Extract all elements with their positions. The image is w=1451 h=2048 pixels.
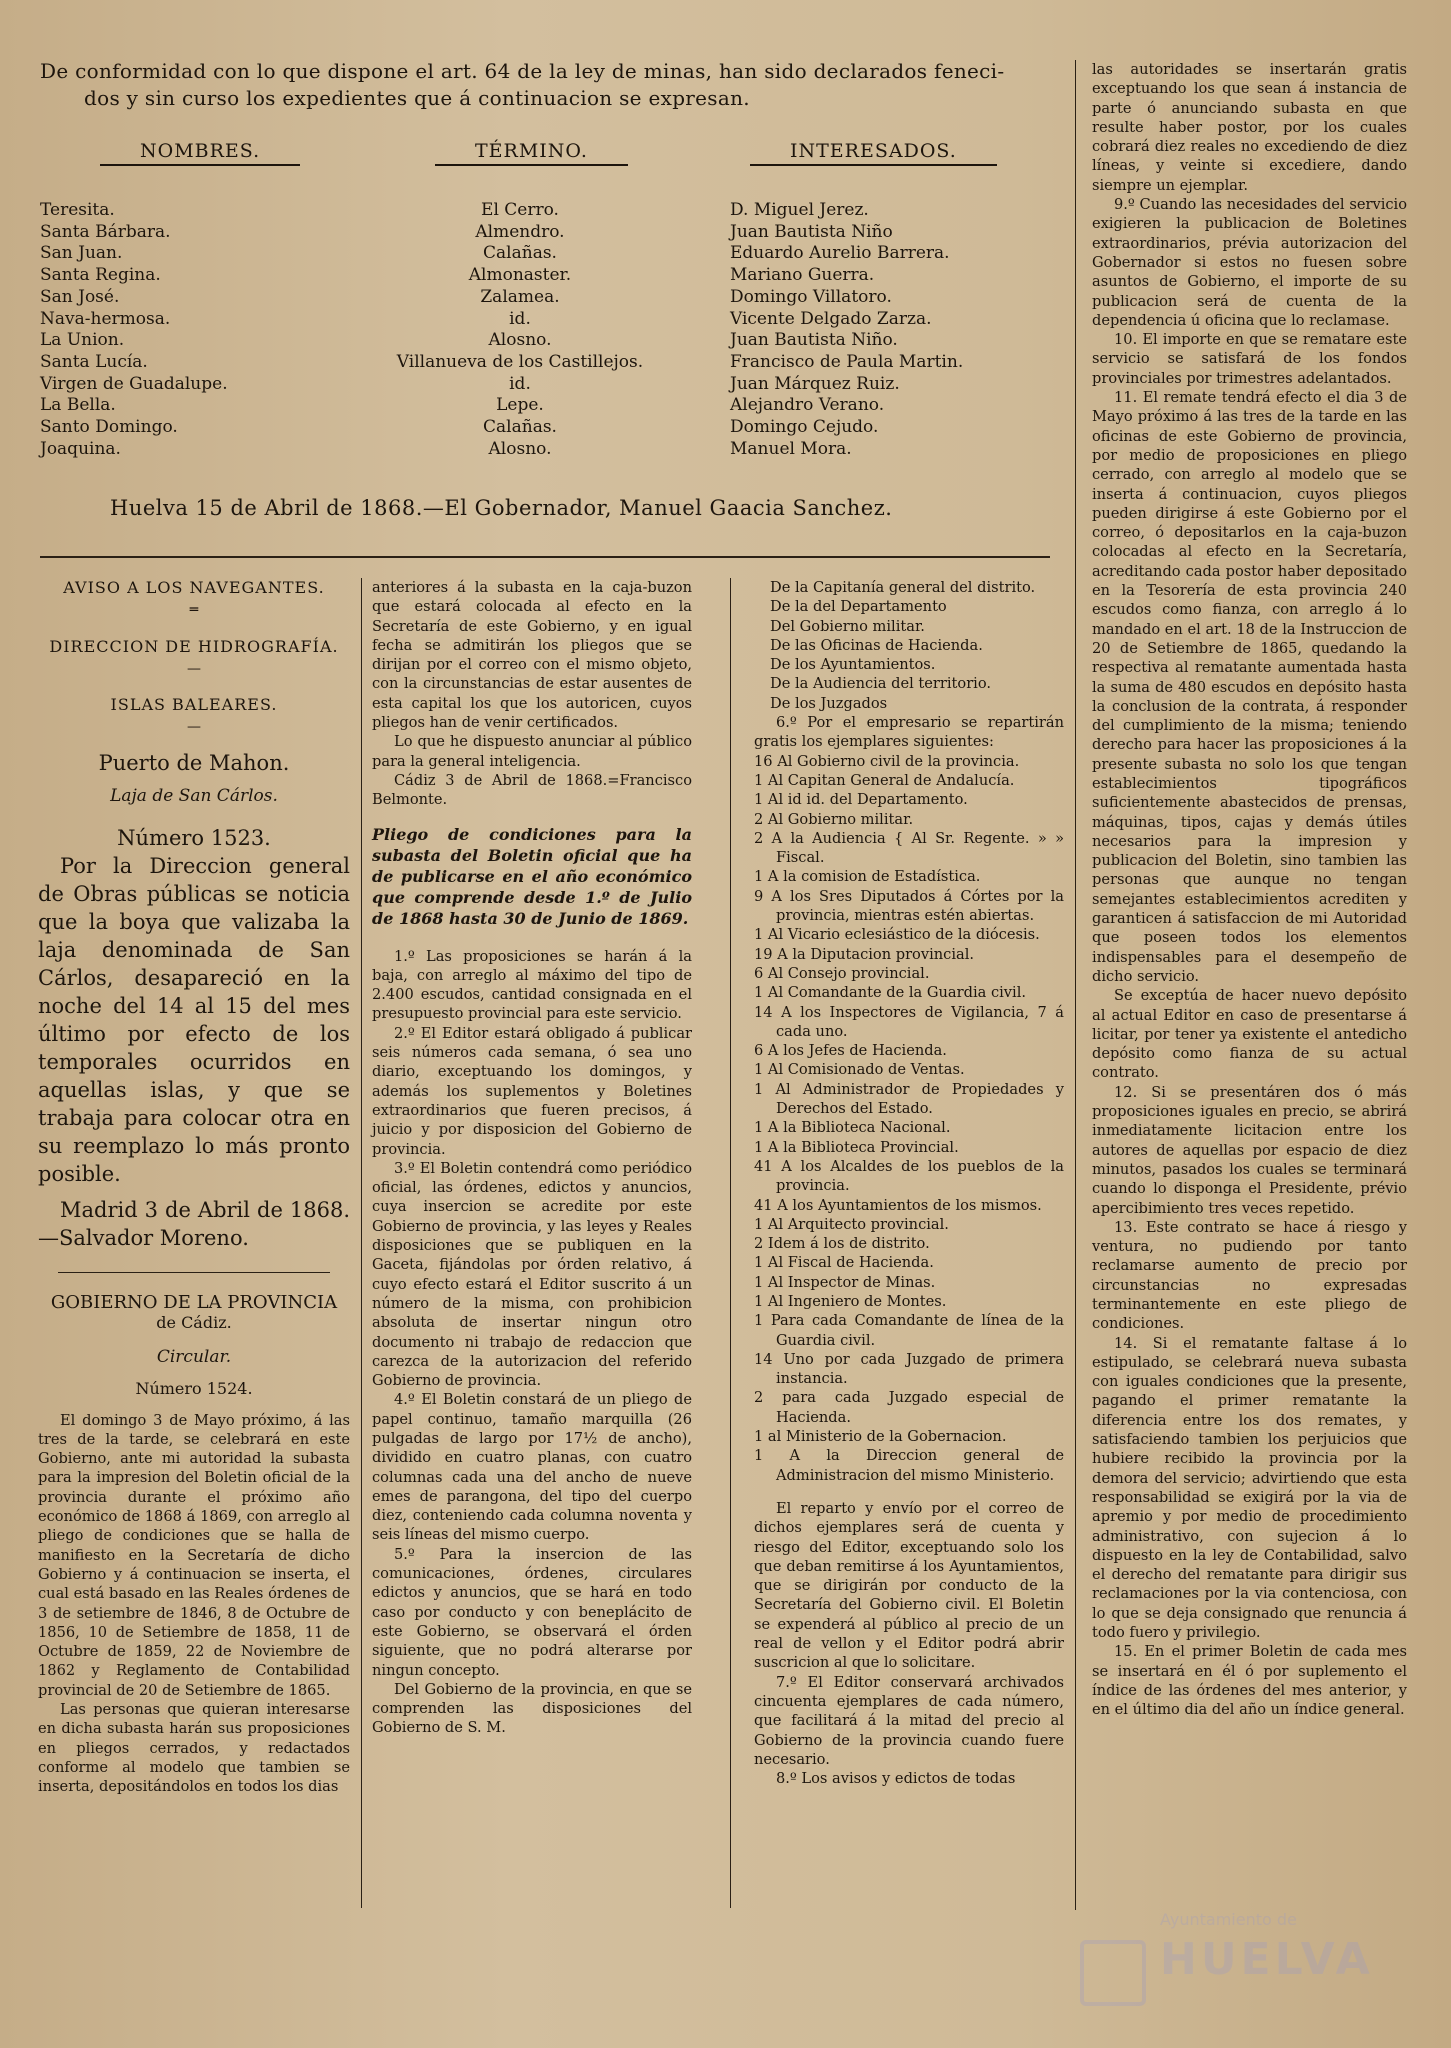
distribution-item: 1 A la comision de Estadística. [754, 868, 981, 886]
table-cell-interested: Domingo Cejudo. [730, 417, 879, 438]
distribution-item: 1 Al id id. del Departamento. [754, 791, 968, 809]
condition-11: 11. El remate tendrá efecto el dia 3 de Mayo próximo á las tres de la tarde en las oficinas de este Gobierno de provincia, por medio de proposiciones en pliego cerrado, con arreglo al modelo que se inserta á continuacion, cuyos pliegos pueden dirigirse á este Gobierno por el correo, ó depositarlos en la caja-buzon colocadas al efecto en la Secretaría, acreditando cada postor haber depositado en la Tesorería de esta provincia 240 escudos como fianza, con arreglo á lo mandado en el art. 18 de la Instruccion de 20 de Setiembre de 1865, quedando la respectiva al rematante aumentada hasta la suma de 480 escudos en depósito hasta la conclusion de la contrata, á responder del cumplimiento de la misma; teniendo derecho para hacer las proposiciones á la presente subasta no solo los que tengan establecimientos tipográficos suficientemente abastecidos de prensas, máquinas, tipos, cajas y demás útiles necesarios para la impresion y publicacion del Boletin, sino tambien las personas que aunque no tengan semejantes establecimientos acrediten y garanticen á satisfaccion de mi Autoridad que poseen todos los elementos indispensables para el desempeño de dicho servicio. [1092, 389, 1407, 985]
terms-column [340, 200, 700, 460]
table-cell-term: id. [509, 373, 531, 394]
order-item: Del Gobierno militar. [770, 617, 925, 635]
divider-dash: — [187, 660, 201, 677]
notice-1523 [38, 824, 350, 1252]
table-cell-name: Santa Lucía. [40, 351, 148, 372]
table-cell-name: La Union. [40, 330, 125, 351]
distribution-item: 1 Para cada Comandante de línea de la Guardia civil. [754, 1312, 1064, 1349]
condition-14: 14. Si el rematante faltase á lo estipulado, se celebrará nueva subasta con iguales condiciones que la presente, pagando el primer rematante la diferencia entre los dos remates, y satisfaciendo tambien los perjuicios que hubiere recibido la provincia por la demora del servicio; advirtiendo que esta responsabilidad se exigirá por la via de apremio y por medio de procedimiento administrativo, con sujecion á lo dispuesto en la ley de Contabilidad, salvo el derecho del rematante para dirigir sus reclamaciones por la via contenciosa, con lo que se deja consignado que renuncia á todo fuero y privilegio. [1092, 1334, 1407, 1642]
condition-5: 5.º Para la insercion de las comunicaciones, órdenes, circulares edictos y anuncios, que se hará en todo caso por conducto y con beneplácito de este Gobierno, se observará el órden siguiente, que no podrá alterarse por ningun concepto. [372, 1545, 692, 1679]
column-rule-2 [730, 578, 731, 1908]
table-cell-interested: Juan Bautista Niño. [730, 330, 898, 351]
col4-paragraph-deposito: Se exceptúa de hacer nuevo depósito al actual Editor en caso de presentarse á licitar, por tener ya existente el antedicho depósito como fianza de su actual contrato. [1092, 987, 1407, 1082]
distribution-item: 14 Uno por cada Juzgado de primera instancia. [754, 1350, 1064, 1388]
table-cell-name: Santa Regina. [40, 265, 161, 286]
archive-seal-icon [1080, 1940, 1146, 2006]
notice-1523-body: Por la Direccion general de Obras públicas se noticia que la boya que valizaba la laja denominada de San Cárlos, desapareció en la noche del 14 al 15 del mes último por efecto de los temporales ocurridos en aquellas islas, y que se trabaja para colocar otra en su reemplazo lo más pronto posible. [38, 854, 350, 1187]
condition-6: 6.º Por el empresario se repartirán gratis los ejemplares siguientes: [754, 714, 1064, 751]
table-cell-name: Nava-hermosa. [40, 308, 171, 329]
table-cell-interested: Domingo Villatoro. [730, 286, 892, 307]
condition-3: 3.º El Boletin contendrá como periódico oficial, las órdenes, edictos y anuncios, cuya insercion se acredite por este Gobierno de provincia, y las leyes y Reales disposiciones que se publiquen en la Gaceta, fijándolas por órden relativo, á cuyo efecto estará el Editor suscrito á un número de la misma, con prohibicion absoluta de insertar ningun otro documento ni trabajo de redaccion que carezca de la autorizacion del referido Gobierno de provincia. [372, 1159, 692, 1390]
heading-de-cadiz: de Cádiz. [156, 1312, 232, 1332]
distribution-item: 6 A los Jefes de Hacienda. [754, 1042, 947, 1060]
table-cell-term: El Cerro. [481, 200, 559, 220]
table-cell-name: Santa Bárbara. [40, 221, 171, 242]
distribution-item: 2 para cada Juzgado especial de Hacienda. [754, 1389, 1064, 1426]
order-item: De los Ayuntamientos. [770, 656, 936, 674]
order-item: De las Oficinas de Hacienda. [770, 636, 983, 654]
distribution-item: 14 A los Inspectores de Vigilancia, 7 á cada uno. [754, 1003, 1064, 1040]
order-item: De la del Departamento [770, 598, 947, 616]
col2-paragraph-1: anteriores á la subasta en la caja-buzon que estará colocada al efecto en la Secretaría de este Gobierno, y en igual fecha se admitirán los pliegos que se dirijan por el correo con el mismo objeto, con la circunstancias de estar ausentes de esta capital los que los autoricen, cuyos pliegos han de venir certificados. [372, 579, 692, 732]
distribution-item: 1 Al Comisionado de Ventas. [754, 1061, 965, 1079]
divider-dash: ═ [189, 602, 199, 619]
distribution-item: 1 A la Biblioteca Provincial. [754, 1138, 959, 1156]
condition-4: 4.º El Boletin constará de un pliego de papel continuo, tamaño marquilla (26 pulgadas de largo por 17½ de ancho), dividido en cuatro planas, con cuatro columnas cada una del ancho de nueve emes de parangona, del tipo del cuerpo diez, conteniendo cada columna noventa y seis líneas del mismo cuerpo. [372, 1391, 692, 1544]
heading-gobierno-cadiz: GOBIERNO DE LA PROVINCIA [50, 1292, 338, 1314]
table-cell-name: Teresita. [40, 200, 115, 220]
condition-9: 9.º Cuando las necesidades del servicio exigieren la publicacion de Boletines extraordinarios, prévia autorizacion del Gobernador si estos no fuesen sobre asuntos de Gobierno, el importe de su publicacion será de cuenta de la dependencia ú oficina que lo reclamase. [1092, 196, 1407, 329]
table-cell-interested: Juan Márquez Ruiz. [730, 373, 900, 394]
table-cell-term: Zalamea. [480, 286, 560, 307]
governor-signature: Huelva 15 de Abril de 1868.—El Gobernador, Manuel Gaacia Sanchez. [110, 496, 893, 520]
table-header [40, 140, 1060, 176]
condition-13: 13. Este contrato se hace á riesgo y ventura, no pudiendo por tanto reclamarse aumento de precio por circunstancias no expresadas terminantemente en este pliego de condiciones. [1092, 1218, 1407, 1333]
heading-hidrografia: DIRECCION DE HIDROGRAFÍA. [49, 636, 339, 656]
names-column [40, 200, 340, 460]
table-cell-name: Joaquina. [40, 438, 121, 459]
distribution-item: 1 al Ministerio de la Gobernacion. [754, 1428, 1007, 1446]
table-cell-interested: Alejandro Verano. [730, 395, 885, 416]
table-cell-name: Santo Domingo. [40, 417, 178, 438]
table-cell-interested: Manuel Mora. [730, 438, 852, 459]
distribution-item: 9 A los Sres Diputados á Córtes por la provincia, mientras estén abiertas. [754, 887, 1064, 925]
condition-12: 12. Si se presentáren dos ó más proposiciones iguales en precio, se abrirá inmediatamente licitacion entre los autores de aquellas por espacio de diez minutos, pasados los cuales se terminará cuando lo disponga el Presidente, prévio apercibimiento tres veces repetido. [1092, 1083, 1407, 1217]
table-cell-term: Villanueva de los Castillejos. [396, 351, 644, 372]
distribution-item: 1 Al Ingeniero de Montes. [754, 1292, 947, 1310]
column-2 [372, 578, 692, 1738]
distribution-item: 1 Al Administrador de Propiedades y Derechos del Estado. [754, 1080, 1064, 1118]
condition-8: 8.º Los avisos y edictos de todas [776, 1770, 1016, 1788]
column-3 [754, 578, 1064, 1788]
distribution-item: 1 Al Arquitecto provincial. [754, 1215, 949, 1233]
column-rule-1 [361, 578, 362, 1908]
intro-line-2: dos y sin curso los expedientes que á continuacion se expresan. [84, 86, 750, 110]
distribution-item: 41 A los Alcaldes de los pueblos de la provincia. [754, 1157, 1064, 1195]
order-list [754, 578, 1064, 713]
circular-paragraph-1: El domingo 3 de Mayo próximo, á las tres de la tarde, se celebrará en este Gobierno, ante mi autoridad la subasta para la impresion del Boletin oficial de la provincia durante el próximo año económico de 1868 á 1869, con arreglo al pliego de condiciones que se halla de manifiesto en la Secretaría de dicho Gobierno y á continuacion se inserta, el cual está basado en las Reales órdenes de 3 de setiembre de 1846, 8 de Octubre de 1856, 10 de Setiembre de 1858, 11 de Octubre de 1859, 22 de Noviembre de 1862 y Reglamento de Contabilidad provincial de 20 de Setiembre de 1865. [38, 1411, 350, 1699]
watermark-line-1: Ayuntamiento de [1160, 1910, 1297, 1929]
distribution-item: 1 Al Fiscal de Hacienda. [754, 1254, 934, 1272]
distribution-item: 2 A la Audiencia { Al Sr. Regente. » » Fiscal. [754, 829, 1064, 867]
distribution-item: 2 Al Gobierno militar. [754, 810, 914, 828]
table-cell-interested: D. Miguel Jerez. [730, 200, 869, 220]
distribution-item: 16 Al Gobierno civil de la provincia. [754, 752, 1020, 770]
distribution-item: 6 Al Consejo provincial. [754, 964, 930, 982]
header-term: TÉRMINO. [435, 140, 628, 166]
heading-laja: Laja de San Cárlos. [110, 786, 278, 807]
column-1 [38, 578, 350, 1797]
table-cell-interested: Juan Bautista Niño [730, 221, 893, 242]
notice-1523-sign: Madrid 3 de Abril de 1868. —Salvador Moreno. [38, 1198, 350, 1251]
heading-circular: Circular. [156, 1346, 232, 1367]
intro-line-1: De conformidad con lo que dispone el art. 64 de la ley de minas, han sido declarados feneci- [40, 59, 1005, 83]
pliego-title: Pliego de condiciones para la subasta del Boletin oficial que ha de publicarse en el año económico que comprende desde 1.º de Julio de 1868 hasta 30 de Junio de 1869. [372, 824, 692, 928]
col2-paragraph-2: Lo que he dispuesto anunciar al público para la general inteligencia. [372, 733, 692, 770]
col2-signature: Cádiz 3 de Abril de 1868.=Francisco Belmonte. [372, 771, 692, 809]
section-divider [40, 556, 1050, 558]
heading-mahon: Puerto de Mahon. [98, 750, 290, 775]
condition-15: 15. En el primer Boletin de cada mes se insertará en él ó por suplemento el índice de las órdenes del mes anterior, y en el último dia del año un índice general. [1092, 1643, 1407, 1719]
distribution-item: 2 Idem á los de distrito. [754, 1235, 930, 1253]
column-rule-3 [1075, 60, 1076, 1910]
table-cell-interested: Vicente Delgado Zarza. [730, 308, 932, 329]
distribution-item: 1 Al Comandante de la Guardia civil. [754, 984, 1027, 1002]
heading-baleares: ISLAS BALEARES. [110, 695, 278, 715]
archive-watermark [1060, 1900, 1420, 2010]
table-cell-name: Virgen de Guadalupe. [40, 373, 228, 394]
watermark-line-2: HUELVA [1160, 1934, 1374, 1985]
interested-column [730, 200, 1060, 460]
table-cell-interested: Eduardo Aurelio Barrera. [730, 243, 950, 264]
condition-7: 7.º El Editor conservará archivados cincuenta ejemplares de cada número, que facilitará á la mitad del precio al Gobierno de la provincia cuando fuere necesario. [754, 1673, 1064, 1768]
table-cell-name: San José. [40, 286, 120, 307]
table-cell-term: Lepe. [496, 395, 544, 416]
table-cell-term: Calañas. [483, 417, 557, 438]
order-item: De la Audiencia del territorio. [770, 675, 992, 693]
distribution-item: 1 Al Capitan General de Andalucía. [754, 771, 1015, 789]
table-cell-interested: Mariano Guerra. [730, 265, 875, 286]
heading-aviso: AVISO A LOS NAVEGANTES. [63, 578, 325, 597]
divider-dash: — [187, 719, 201, 736]
mines-notice [40, 58, 1060, 520]
table-cell-term: Almendro. [475, 221, 565, 242]
table-cell-term: Alosno. [488, 438, 552, 459]
table-cell-term: Calañas. [483, 243, 557, 264]
distribution-item: 1 A la Direccion general de Administracion del mismo Ministerio. [754, 1447, 1064, 1484]
header-names: NOMBRES. [100, 140, 300, 166]
condition-2: 2.º El Editor estará obligado á publicar seis números cada semana, ó sea uno diario, exceptuando los domingos, y además los suplementos y Boletines extraordinarios que fueren precisos, á juicio y por disposicion del Gobierno de provincia. [372, 1024, 692, 1158]
header-interested: INTERESADOS. [750, 140, 997, 166]
number-1524: Número 1524. [135, 1379, 253, 1399]
condition-1: 1.º Las proposiciones se harán á la baja, con arreglo al máximo del tipo de 2.400 escudos, cantidad consignada en el presupuesto provincial para este servicio. [372, 947, 692, 1023]
circular-paragraph-2: Las personas que quieran interesarse en dicha subasta harán sus proposiciones en pliegos cerrados, y redactados conforme al modelo que tambien se inserta, depositándolos en todos los dias [38, 1701, 350, 1796]
col4-paragraph-1: las autoridades se insertarán gratis exceptuando los que sean á instancia de parte ó anunciando subasta en que resulte haber postor, por los cuales cobrará diez reales no excediendo de diez líneas, y veinte si excediere, dando siempre un ejemplar. [1092, 61, 1407, 194]
order-item: De los Juzgados [770, 694, 888, 712]
condition-5-continued: Del Gobierno de la provincia, en que se comprenden las disposiciones del Gobierno de S. M. [372, 1680, 692, 1737]
table-cell-name: San Juan. [40, 243, 123, 264]
distribution-item: 41 A los Ayuntamientos de los mismos. [754, 1196, 1042, 1214]
distribution-item: 1 Al Vicario eclesiástico de la diócesis. [754, 926, 1040, 944]
table-cell-interested: Francisco de Paula Martin. [730, 351, 964, 372]
table-cell-name: La Bella. [40, 395, 116, 416]
table-cell-term: Almonaster. [468, 265, 572, 286]
distribution-item: 1 Al Inspector de Minas. [754, 1273, 936, 1291]
table-cell-term: Alosno. [488, 330, 552, 351]
distribution-item: 1 A la Biblioteca Nacional. [754, 1119, 951, 1137]
divider-line [58, 1272, 330, 1273]
order-item: De la Capitanía general del distrito. [770, 579, 1036, 596]
number-1523: Número 1523. [117, 826, 271, 851]
col3-paragraph-reparto: El reparto y envío por el correo de dichos ejemplares será de cuenta y riesgo del Editor, exceptuando solo los que deban remitirse á los Ayuntamientos, que se dirigirán por conducto de la Secretaría del Gobierno civil. El Boletin se expenderá al público al precio de un real de vellon y el Editor podrá abrir suscricion al que lo solicitare. [754, 1499, 1064, 1672]
distribution-item: 19 A la Diputacion provincial. [754, 945, 974, 963]
distribution-list [754, 752, 1064, 1485]
table-cell-term: id. [509, 308, 531, 329]
column-4 [1092, 60, 1407, 1720]
condition-10: 10. El importe en que se rematare este servicio se satisfará de los fondos provinciales por trimestres adelantados. [1092, 331, 1407, 387]
